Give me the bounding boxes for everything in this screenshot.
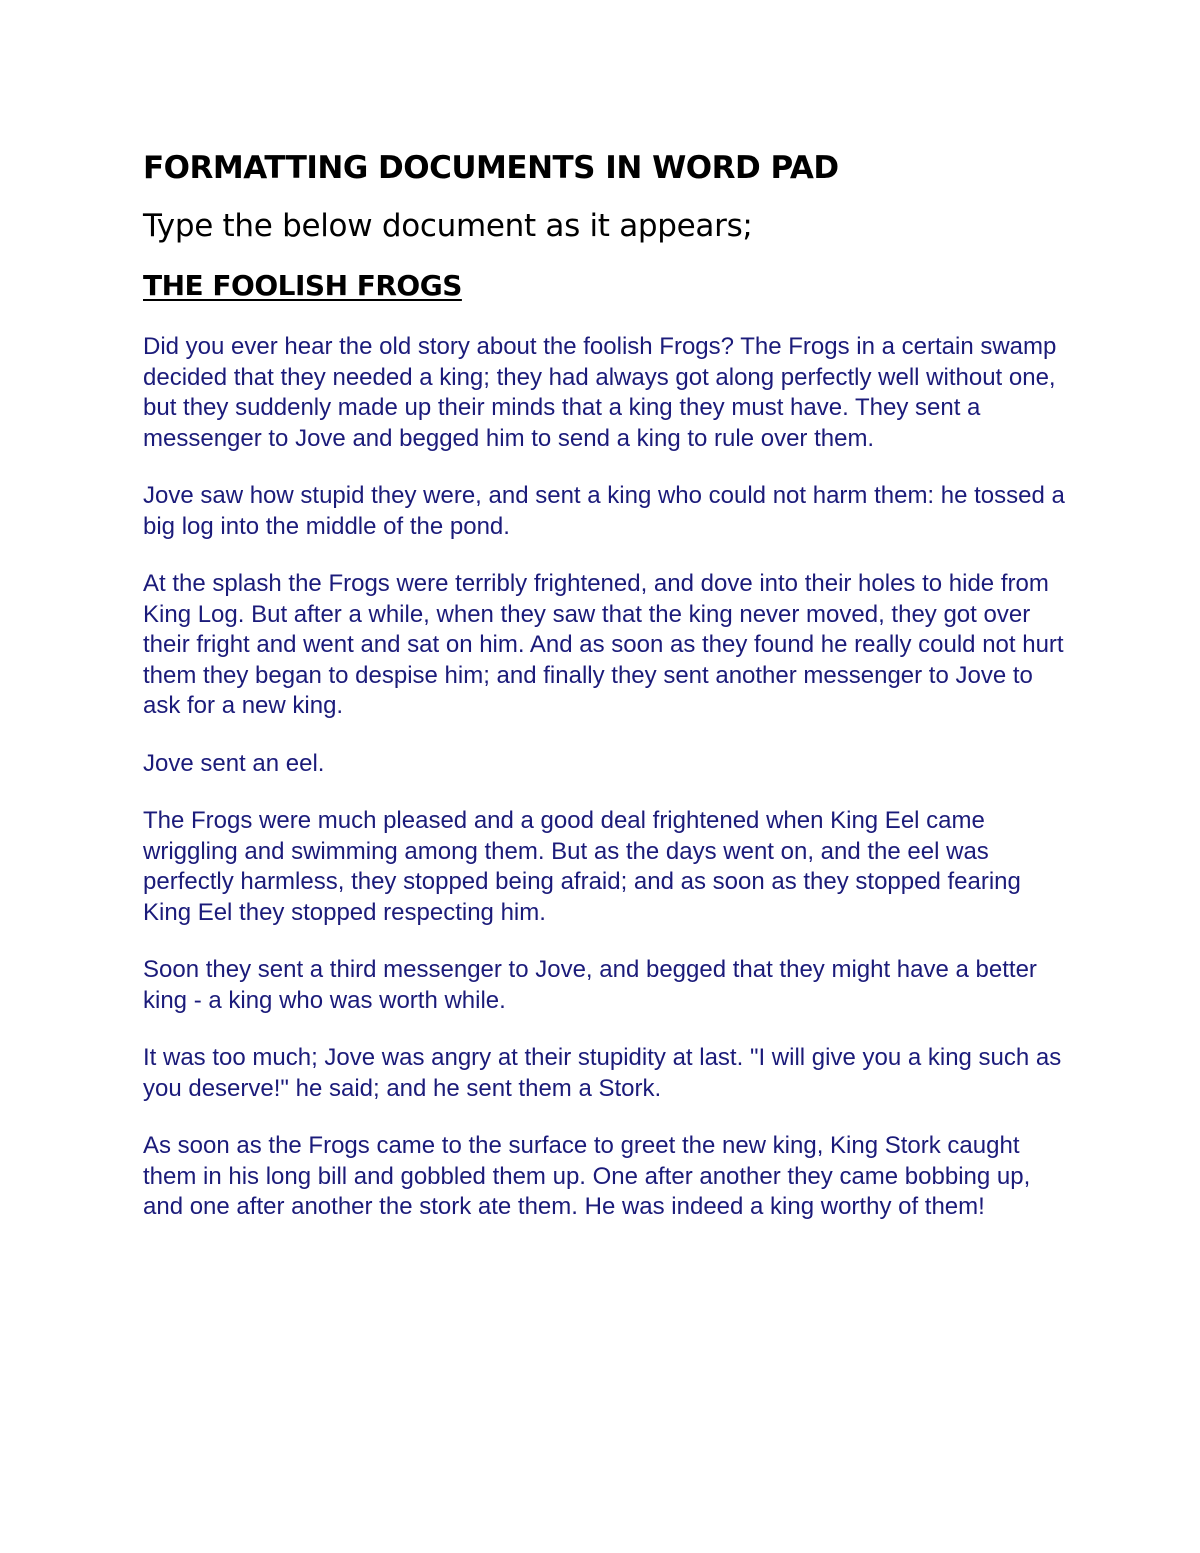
document-content bbox=[143, 148, 1073, 1250]
story-paragraph: As soon as the Frogs came to the surface to greet the new king, King Stork caught them in his long bill and gobbled them up. One after another they came bobbing up, and one after another the stork ate them. He was indeed a king worthy of them! bbox=[143, 1132, 1031, 1220]
story-paragraph: It was too much; Jove was angry at their stupidity at last. "I will give you a king such as you deserve!" he said; and he sent them a Stork. bbox=[143, 1044, 1062, 1102]
story-paragraph: At the splash the Frogs were terribly frightened, and dove into their holes to hide from King Log. But after a while, when they saw that the king never moved, they got over their fright and went and sat on him. And as soon as they found he really could not hurt them they began to despise him; and finally they sent another messenger to Jove to ask for a new king. bbox=[143, 570, 1064, 719]
story-body bbox=[143, 332, 1073, 1223]
story-title: THE FOOLISH FROGS bbox=[143, 269, 462, 302]
instruction-text: Type the below document as it appears; bbox=[143, 208, 753, 244]
story-paragraph: Jove sent an eel. bbox=[143, 749, 325, 777]
story-paragraph: The Frogs were much pleased and a good deal frightened when King Eel came wriggling and swimming among them. But as the days went on, and the eel was perfectly harmless, they stopped being afraid; and as soon as they stopped fearing King Eel they stopped respecting him. bbox=[143, 807, 1021, 926]
story-paragraph: Jove saw how stupid they were, and sent a king who could not harm them: he tossed a big log into the middle of the pond. bbox=[143, 482, 1065, 540]
story-paragraph: Soon they sent a third messenger to Jove, and begged that they might have a better king - a king who was worth while. bbox=[143, 956, 1037, 1014]
story-paragraph: Did you ever hear the old story about the foolish Frogs? The Frogs in a certain swamp decided that they needed a king; they had always got along perfectly well without one, but they suddenly made up their minds that a king they must have. They sent a messenger to Jove and begged him to send a king to rule over them. bbox=[143, 333, 1057, 452]
document-heading: FORMATTING DOCUMENTS IN WORD PAD bbox=[143, 150, 839, 186]
